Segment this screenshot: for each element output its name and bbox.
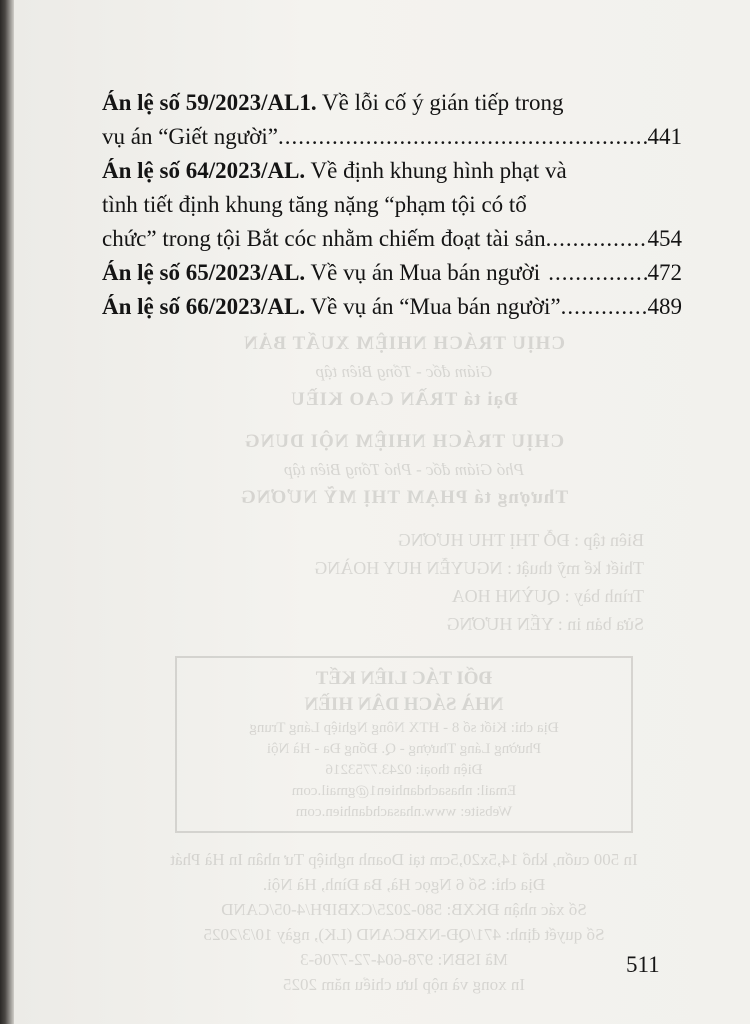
bleed-publisher-head: CHỊU TRÁCH NHIỆM XUẤT BẢN [243, 333, 565, 354]
toc-dot-leader [278, 120, 647, 154]
bleed-designer: Thiết kế mỹ thuật : NGUYỄN HUY HOÀNG [314, 558, 644, 578]
bleed-imprint-line: In 500 cuốn, khổ 14,5x20,5cm tại Doanh nghiệp Tư nhân In Hà Phát [170, 850, 638, 869]
bleed-proofreader: Sửa bản in : YẾN HƯƠNG [446, 614, 644, 634]
bleed-publisher-role: Giám đốc - Tổng Biên tập [315, 362, 493, 381]
toc-entry-title: Về vụ án “Mua bán người” [305, 294, 561, 319]
bleed-publisher-name: Đại tá TRẦN CAO KIỀU [290, 389, 518, 410]
book-page [14, 0, 750, 1024]
bleed-editor: Biên tập : ĐỖ THỊ THU HƯƠNG [397, 530, 644, 550]
toc-entry-title: Về lỗi cố ý gián tiếp trong [316, 90, 564, 115]
page-number: 511 [626, 952, 660, 977]
toc-dot-leader [546, 222, 647, 256]
toc-entry-64 [102, 154, 682, 256]
bleed-partner-head: ĐỐI TÁC LIÊN KẾT [315, 668, 493, 689]
toc-entry-page: 489 [647, 294, 682, 319]
toc-entry-ref: Án lệ số 59/2023/AL1. [102, 90, 317, 115]
toc-entry-59 [102, 86, 682, 154]
bleed-content-name: Thượng tá PHẠM THỊ MỸ NƯƠNG [239, 487, 569, 508]
bleed-layout: Trình bày : QUỲNH HOA [451, 586, 644, 606]
toc-entry-title: Về định khung hình phạt và [305, 158, 567, 183]
bleed-imprint-line: In xong và nộp lưu chiểu năm 2025 [283, 975, 525, 994]
toc-entry-65 [102, 256, 682, 290]
toc-entry-title-cont: chức” trong tội Bắt cóc nhằm chiếm đoạt tài sản [102, 226, 546, 251]
bleed-imprint-line: Số xác nhận ĐKXB: 580-2025/CXBIPH/4-05/CAND [221, 900, 587, 919]
toc-dot-leader [561, 290, 647, 324]
bleed-partner-website: Website: www.nhasachdanhien.com [295, 804, 513, 820]
bleed-imprint-line: Số quyết định: 471/QĐ-NXBCAND (LK), ngày 10/3/2025 [203, 925, 605, 944]
toc-entry-first-line [102, 86, 682, 120]
bleed-partner-address1: Địa chỉ: Kiốt số 8 - HTX Nông Nghiệp Láng Trung [249, 720, 559, 736]
toc-entry-title: Về vụ án Mua bán người [305, 260, 541, 285]
table-of-contents [102, 86, 682, 324]
toc-dot-leader [540, 256, 646, 290]
book-spine-edge [0, 0, 14, 1024]
toc-entry-ref: Án lệ số 65/2023/AL. [102, 260, 306, 285]
bleed-imprint-line: Địa chỉ: Số 6 Ngọc Hà, Ba Đình, Hà Nội. [262, 875, 546, 894]
bleed-content-role: Phó Giám đốc - Phó Tổng Biên tập [283, 460, 525, 479]
toc-entry-page: 472 [647, 260, 682, 285]
bleed-content-head: CHỊU TRÁCH NHIỆM NỘI DUNG [243, 431, 565, 452]
toc-entry-page: 441 [647, 124, 682, 149]
toc-entry-title-cont: tình tiết định khung tăng nặng “phạm tội có tổ [102, 192, 527, 217]
toc-entry-page: 454 [647, 226, 682, 251]
toc-entry-ref: Án lệ số 64/2023/AL. [102, 158, 306, 183]
toc-entry-last-line [102, 120, 682, 154]
bleed-imprint-line: Mã ISBN: 978-604-72-7706-3 [300, 950, 508, 969]
bleed-partner-email: Email: nhasachdanhien1@gmail.com [291, 783, 517, 799]
bleed-partner-name: NHÀ SÁCH DÂN HIỀN [304, 694, 504, 715]
toc-entry-66 [102, 290, 682, 324]
toc-entry-last-line [102, 290, 682, 324]
toc-entry-last-line [102, 256, 682, 290]
bleed-partner-phone: Điện thoại: 0243.7753216 [325, 762, 483, 778]
toc-entry-last-line [102, 222, 682, 256]
toc-entry-ref: Án lệ số 66/2023/AL. [102, 294, 306, 319]
bleed-partner-address2: Phường Láng Thượng - Q. Đống Đa - Hà Nội [266, 741, 542, 757]
bleed-imprint [124, 847, 684, 997]
bleed-partner-box [175, 656, 633, 833]
toc-entry-first-line [102, 154, 682, 188]
bleed-through-imprint [124, 330, 684, 997]
toc-entry-title-cont: vụ án “Giết người” [102, 124, 278, 149]
